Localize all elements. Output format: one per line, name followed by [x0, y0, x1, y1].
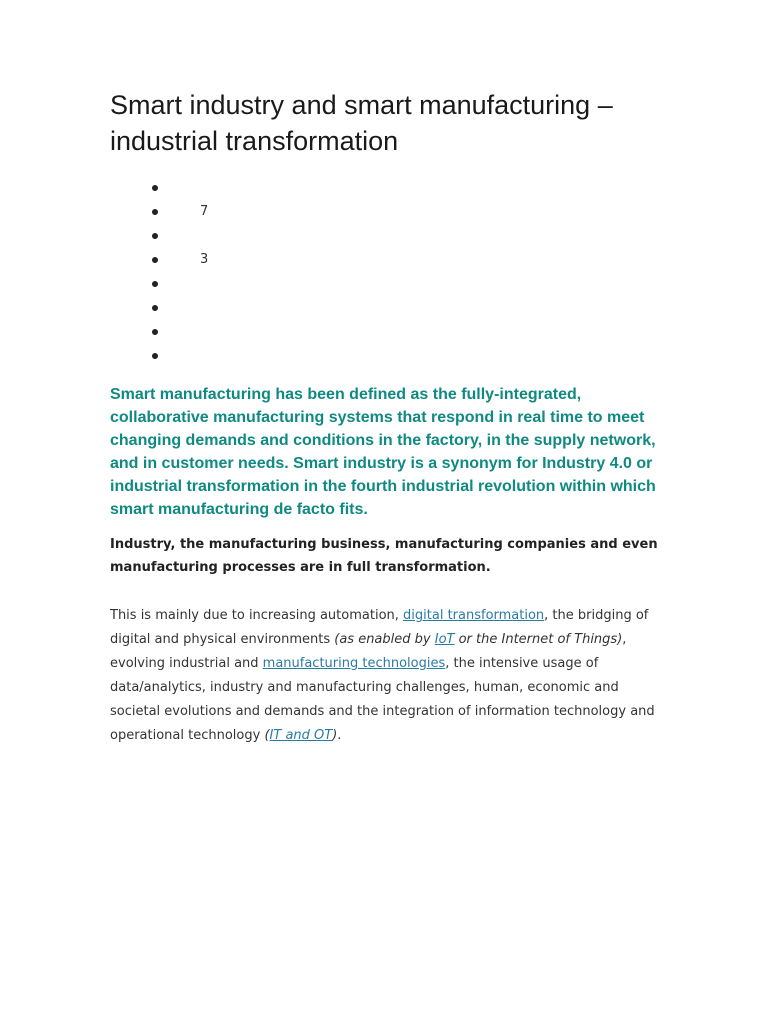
bullet-dot [152, 329, 158, 335]
body-text: , the bridging of digital and physical environments [110, 608, 649, 647]
manufacturing-technologies-link[interactable]: manufacturing technologies [262, 656, 446, 671]
body-text: . [337, 728, 342, 743]
italic-text: ( [264, 728, 270, 743]
list-item-value: 3 [200, 252, 209, 267]
iot-link[interactable]: IoT [434, 632, 455, 647]
page-title: Smart industry and smart manufacturing – industrial transformation [110, 90, 613, 156]
body-text: , evolving industrial and [110, 632, 627, 671]
list-item-value: 7 [200, 204, 209, 219]
bullet-dot [152, 185, 158, 191]
bullet-dot [152, 305, 158, 311]
bullet-dot [152, 353, 158, 359]
body-text: , the intensive usage of data/analytics, industry and manufacturing challenges, human, economic and societal evolutions and demands and the integration of information technology and operational technology [110, 656, 655, 743]
bullet-dot [152, 209, 158, 215]
body-text: This is mainly due to increasing automation, [110, 608, 404, 623]
italic-text: or the Internet of Things) [454, 632, 623, 647]
it-and-ot-link[interactable]: IT and OT [269, 728, 333, 743]
italic-text: ) [332, 728, 338, 743]
bullet-dot [152, 257, 158, 263]
intro-paragraph: Industry, the manufacturing business, manufacturing companies and even manufacturing processes are in full transformation. [110, 537, 658, 575]
bullet-dot [152, 281, 158, 287]
italic-link-wrapper [270, 728, 333, 743]
body-paragraph [110, 604, 666, 748]
italic-text: (as enabled by [334, 632, 435, 647]
bullet-dot [152, 233, 158, 239]
lead-paragraph: Smart manufacturing has been defined as the fully-integrated, collaborative manufacturing systems that respond in real time to meet changing demands and conditions in the factory, in the supply network, and in customer needs. Smart industry is a synonym for Industry 4.0 or industrial transformation in the fourth industrial revolution within which smart manufacturing de facto fits. [110, 386, 656, 518]
italic-link-wrapper [435, 632, 455, 647]
digital-transformation-link[interactable]: digital transformation [403, 608, 545, 623]
